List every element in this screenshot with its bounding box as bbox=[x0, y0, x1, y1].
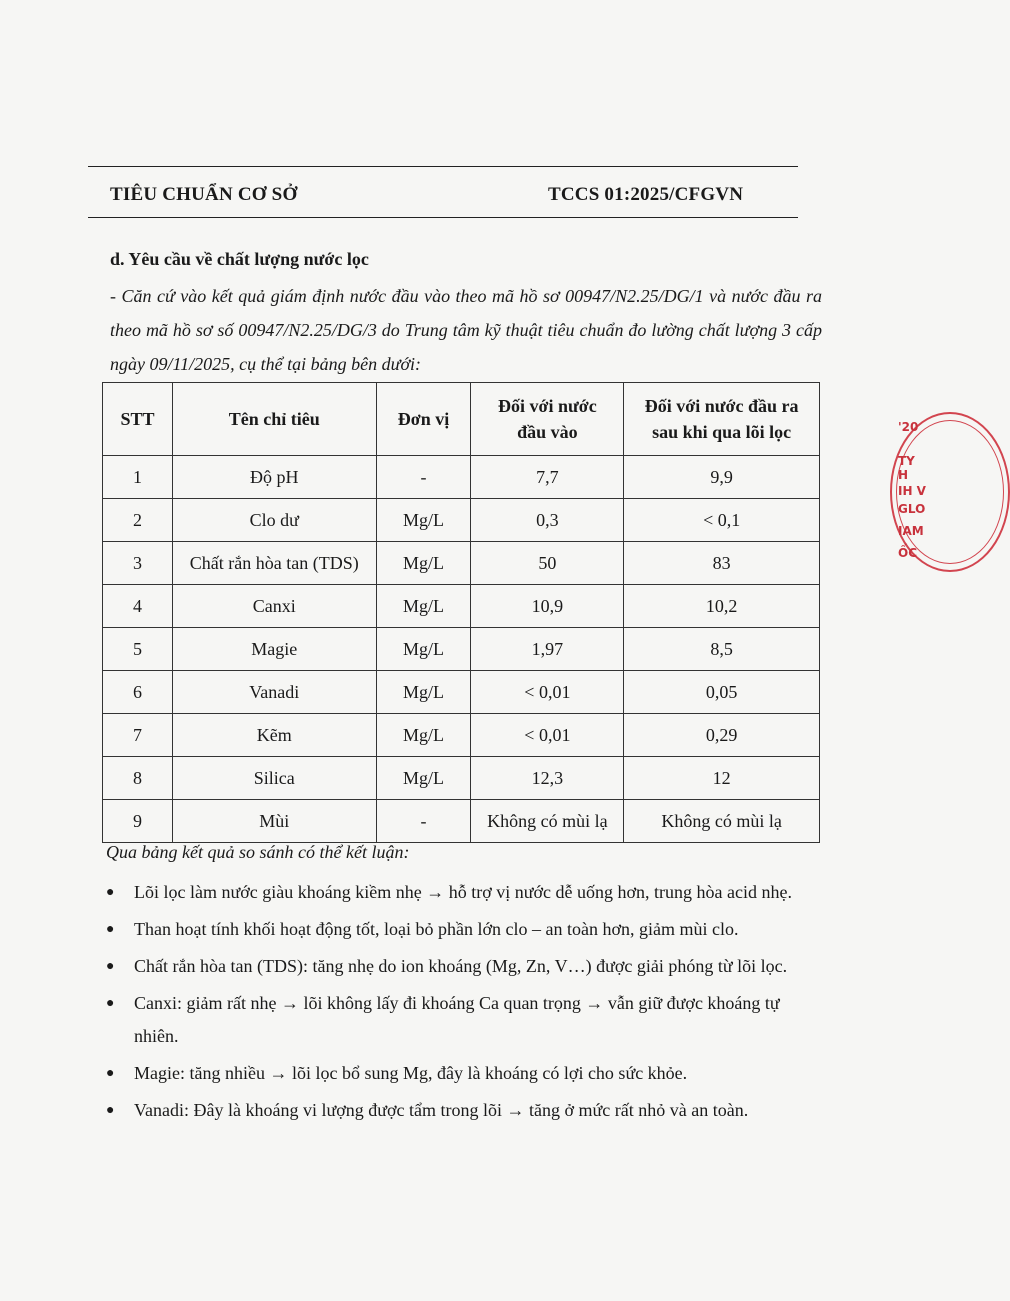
cell-unit: Mg/L bbox=[376, 542, 471, 585]
header-standard-code: TCCS 01:2025/CFGVN bbox=[548, 184, 744, 205]
cell-indicator: Độ pH bbox=[172, 456, 376, 499]
cell-unit: Mg/L bbox=[376, 499, 471, 542]
list-item bbox=[106, 1094, 818, 1127]
header-top-rule bbox=[88, 166, 798, 167]
table-row bbox=[103, 456, 820, 499]
bullet-dot-icon: ● bbox=[106, 996, 115, 1011]
bullet-dot-icon: ● bbox=[106, 959, 115, 974]
cell-stt: 7 bbox=[103, 714, 173, 757]
cell-indicator: Mùi bbox=[172, 800, 376, 843]
cell-output-value: 8,5 bbox=[624, 628, 820, 671]
list-item-text: Magie: tăng nhiều → lõi lọc bổ sung Mg, đây là khoáng có lợi cho sức khỏe. bbox=[134, 1063, 688, 1083]
list-item-text: Than hoạt tính khối hoạt động tốt, loại bỏ phần lớn clo – an toàn hơn, giảm mùi clo. bbox=[134, 919, 739, 939]
cell-indicator: Canxi bbox=[172, 585, 376, 628]
cell-unit: - bbox=[376, 800, 471, 843]
list-item bbox=[106, 913, 818, 946]
cell-stt: 3 bbox=[103, 542, 173, 585]
conclusion-intro: Qua bảng kết quả so sánh có thể kết luận: bbox=[106, 842, 410, 862]
table-row bbox=[103, 800, 820, 843]
stamp-text-line: TY bbox=[898, 454, 915, 468]
cell-stt: 1 bbox=[103, 456, 173, 499]
cell-output-value: 12 bbox=[624, 757, 820, 800]
table-row bbox=[103, 671, 820, 714]
cell-indicator: Silica bbox=[172, 757, 376, 800]
red-stamp-seal bbox=[884, 412, 926, 572]
cell-output-value: 9,9 bbox=[624, 456, 820, 499]
header-standard-type: TIÊU CHUẨN CƠ SỞ bbox=[110, 184, 298, 205]
list-item-text: Canxi: giảm rất nhẹ → lõi không lấy đi khoáng Ca quan trọng → vẫn giữ được khoáng tự nhiên. bbox=[134, 993, 780, 1046]
table-row bbox=[103, 757, 820, 800]
cell-input-value: 12,3 bbox=[471, 757, 624, 800]
cell-input-value: 1,97 bbox=[471, 628, 624, 671]
stamp-text-line: H bbox=[898, 468, 909, 482]
header-indicator: Tên chỉ tiêu bbox=[172, 383, 376, 456]
list-item-text: Lõi lọc làm nước giàu khoáng kiềm nhẹ → hỗ trợ vị nước dễ uống hơn, trung hòa acid nhẹ. bbox=[134, 882, 792, 902]
conclusion-list bbox=[106, 876, 818, 1131]
cell-output-value: Không có mùi lạ bbox=[624, 800, 820, 843]
table-row bbox=[103, 499, 820, 542]
table-row bbox=[103, 714, 820, 757]
bullet-dot-icon: ● bbox=[106, 922, 115, 937]
list-item bbox=[106, 950, 818, 983]
cell-indicator: Chất rắn hòa tan (TDS) bbox=[172, 542, 376, 585]
section-title: d. Yêu cầu về chất lượng nước lọc bbox=[110, 249, 369, 269]
header-unit: Đơn vị bbox=[376, 383, 471, 456]
cell-output-value: 0,29 bbox=[624, 714, 820, 757]
cell-stt: 9 bbox=[103, 800, 173, 843]
cell-stt: 4 bbox=[103, 585, 173, 628]
cell-output-value: 0,05 bbox=[624, 671, 820, 714]
bullet-dot-icon: ● bbox=[106, 885, 115, 900]
stamp-text-line: ỐC bbox=[898, 546, 918, 560]
table-row bbox=[103, 628, 820, 671]
cell-input-value: Không có mùi lạ bbox=[471, 800, 624, 843]
table-header-row bbox=[103, 383, 820, 456]
stamp-text-line: GLO bbox=[898, 502, 926, 516]
cell-unit: - bbox=[376, 456, 471, 499]
stamp-text-line: IH V bbox=[898, 484, 926, 498]
cell-indicator: Vanadi bbox=[172, 671, 376, 714]
cell-unit: Mg/L bbox=[376, 757, 471, 800]
section-intro: - Căn cứ vào kết quả giám định nước đầu vào theo mã hồ sơ 00947/N2.25/DG/1 và nước đầu ra theo mã hồ sơ số 00947/N2.25/DG/3 do Trung tâm kỹ thuật tiêu chuẩn đo lường chất lượng 3 cấp ngày 09/11/2025, cụ thể tại bảng bên dưới: bbox=[110, 286, 822, 374]
cell-input-value: 0,3 bbox=[471, 499, 624, 542]
cell-stt: 8 bbox=[103, 757, 173, 800]
table-row bbox=[103, 585, 820, 628]
header-bottom-rule bbox=[88, 217, 798, 218]
list-item-text: Chất rắn hòa tan (TDS): tăng nhẹ do ion khoáng (Mg, Zn, V…) được giải phóng từ lõi lọc. bbox=[134, 956, 788, 976]
cell-stt: 2 bbox=[103, 499, 173, 542]
stamp-text-line: '20 bbox=[898, 420, 919, 434]
cell-indicator: Clo dư bbox=[172, 499, 376, 542]
bullet-dot-icon: ● bbox=[106, 1066, 115, 1081]
cell-unit: Mg/L bbox=[376, 585, 471, 628]
list-item bbox=[106, 876, 818, 909]
cell-output-value: < 0,1 bbox=[624, 499, 820, 542]
bullet-dot-icon: ● bbox=[106, 1103, 115, 1118]
header-stt: STT bbox=[103, 383, 173, 456]
cell-input-value: 10,9 bbox=[471, 585, 624, 628]
cell-output-value: 10,2 bbox=[624, 585, 820, 628]
results-table bbox=[102, 382, 820, 843]
cell-indicator: Kẽm bbox=[172, 714, 376, 757]
header-input-water: Đối với nước đầu vào bbox=[471, 383, 624, 456]
cell-stt: 6 bbox=[103, 671, 173, 714]
cell-unit: Mg/L bbox=[376, 671, 471, 714]
list-item bbox=[106, 987, 818, 1053]
cell-unit: Mg/L bbox=[376, 628, 471, 671]
cell-unit: Mg/L bbox=[376, 714, 471, 757]
stamp-text-line: IAM bbox=[898, 524, 924, 538]
cell-output-value: 83 bbox=[624, 542, 820, 585]
cell-input-value: 50 bbox=[471, 542, 624, 585]
cell-input-value: < 0,01 bbox=[471, 714, 624, 757]
cell-input-value: 7,7 bbox=[471, 456, 624, 499]
cell-stt: 5 bbox=[103, 628, 173, 671]
list-item bbox=[106, 1057, 818, 1090]
cell-indicator: Magie bbox=[172, 628, 376, 671]
list-item-text: Vanadi: Đây là khoáng vi lượng được tẩm trong lõi → tăng ở mức rất nhỏ và an toàn. bbox=[134, 1100, 749, 1120]
header-output-water: Đối với nước đầu ra sau khi qua lõi lọc bbox=[624, 383, 820, 456]
table-row bbox=[103, 542, 820, 585]
cell-input-value: < 0,01 bbox=[471, 671, 624, 714]
